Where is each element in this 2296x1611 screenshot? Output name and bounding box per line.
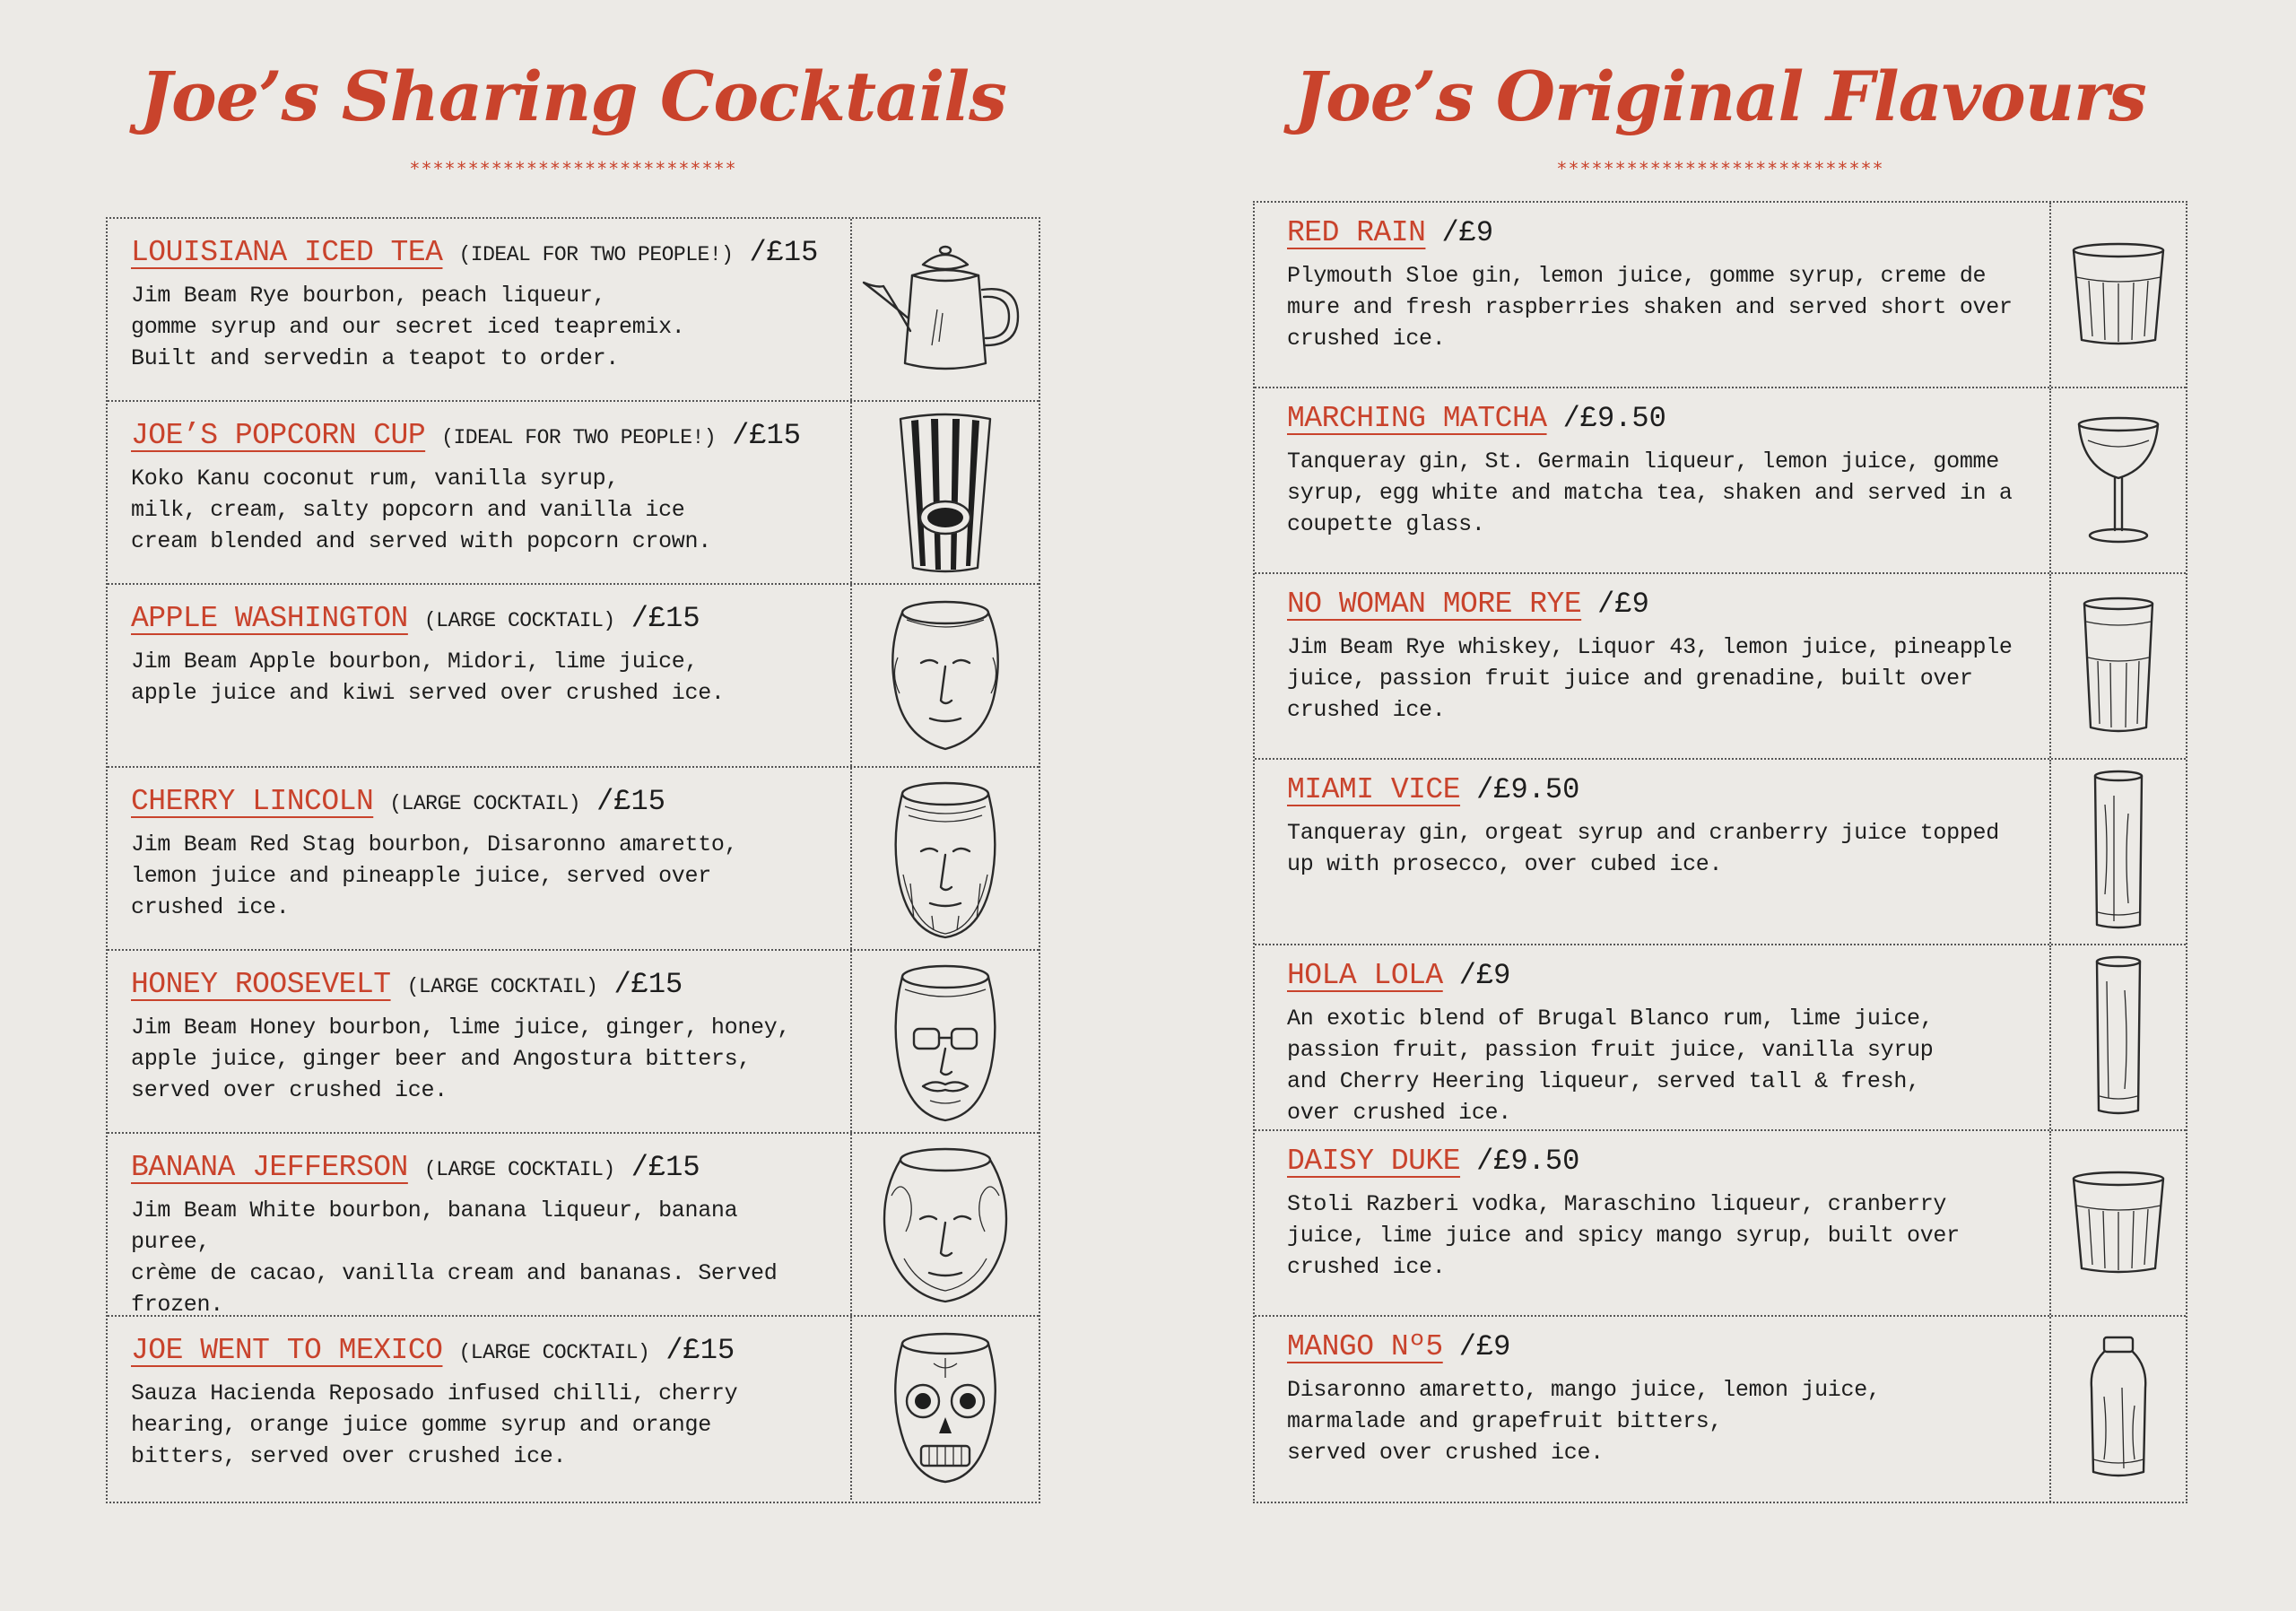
menu-item (108, 585, 1039, 768)
item-description: Tanqueray gin, St. Germain liqueur, lemon juice, gomme syrup, egg white and matcha tea, shaken and served in a coupette glass. (1287, 448, 2013, 537)
tumbler-glass-icon (2069, 241, 2168, 349)
item-name: MIAMI VICE (1287, 773, 1461, 806)
tall-tumbler-icon (2078, 595, 2159, 738)
item-name: MARCHING MATCHA (1287, 402, 1547, 435)
menu-item (108, 951, 1039, 1134)
item-description: Jim Beam Red Stag bourbon, Disaronno amaretto, lemon juice and pineapple juice, served over crushed ice. (131, 831, 738, 920)
item-name: DAISY DUKE (1287, 1145, 1461, 1178)
item-note: (LARGE COCKTAIL) (406, 975, 598, 998)
item-price: /£15 (631, 1151, 700, 1184)
item-name: CHERRY LINCOLN (131, 785, 374, 818)
item-description: Tanqueray gin, orgeat syrup and cranberry juice topped up with prosecco, over cubed ice. (1287, 819, 1999, 877)
menu-item (108, 1134, 1039, 1317)
popcorn-cup-icon (891, 410, 999, 576)
item-price: /£15 (596, 785, 665, 818)
item-description: Koko Kanu coconut rum, vanilla syrup, milk, cream, salty popcorn and vanilla ice cream blended and served with popcorn crown. (131, 465, 711, 554)
item-price: /£15 (613, 968, 683, 1001)
menu-item (1255, 203, 2186, 388)
item-name: JOE’S POPCORN CUP (131, 419, 426, 452)
menu-item (108, 768, 1039, 951)
menu-item (1255, 1317, 2186, 1502)
item-note: (LARGE COCKTAIL) (458, 1341, 650, 1364)
item-name: HOLA LOLA (1287, 959, 1443, 992)
item-description: Sauza Hacienda Reposado infused chilli, cherry hearing, orange juice gomme syrup and orange bitters, served over crushed ice. (131, 1380, 738, 1469)
item-note: (LARGE COCKTAIL) (423, 1158, 615, 1181)
item-description: Jim Beam Honey bourbon, lime juice, ginger, honey, apple juice, ginger beer and Angostura bitters, served over crushed ice. (131, 1014, 791, 1103)
item-note: (IDEAL FOR TWO PEOPLE!) (458, 243, 734, 266)
skull-mug-icon (878, 1328, 1013, 1489)
title-star-divider: **************************** (1556, 158, 1884, 179)
item-price: /£9 (1597, 588, 1649, 621)
item-price: /£9.50 (1476, 1145, 1580, 1178)
tumbler-glass-icon (2069, 1170, 2168, 1277)
item-name: APPLE WASHINGTON (131, 602, 408, 635)
item-description: An exotic blend of Brugal Blanco rum, lime juice, passion fruit, passion fruit juice, vanilla syrup and Cherry Heering liqueur, served tall & fresh, over crushed ice. (1287, 1005, 1934, 1126)
menu-item (1255, 1131, 2186, 1317)
item-price: /£9 (1441, 216, 1494, 249)
item-name: HONEY ROOSEVELT (131, 968, 391, 1001)
item-description: Jim Beam Rye bourbon, peach liqueur, gomme syrup and our secret iced teapremix. Built and servedin a teapot to order. (131, 282, 685, 371)
collins-glass-icon (2087, 954, 2150, 1120)
menu-item (108, 219, 1039, 402)
item-name: NO WOMAN MORE RYE (1287, 588, 1582, 621)
item-price: /£15 (631, 602, 700, 635)
item-description: Jim Beam White bourbon, banana liqueur, banana puree, crème de cacao, vanilla cream and bananas. Served frozen. (131, 1197, 778, 1318)
item-name: BANANA JEFFERSON (131, 1151, 408, 1184)
coupette-glass-icon (2074, 414, 2163, 548)
menu-item (108, 402, 1039, 585)
item-name: LOUISIANA ICED TEA (131, 236, 443, 269)
item-note: (LARGE COCKTAIL) (423, 609, 615, 632)
jefferson-head-mug-icon (874, 1142, 1017, 1308)
jar-glass-icon (2083, 1334, 2154, 1486)
item-description: Plymouth Sloe gin, lemon juice, gomme syrup, creme de mure and fresh raspberries shaken and served short over crushed ice. (1287, 262, 2013, 352)
item-price: /£15 (749, 236, 819, 269)
item-note: (LARGE COCKTAIL) (389, 792, 581, 815)
washington-head-mug-icon (878, 595, 1013, 756)
menu-item (1255, 388, 2186, 574)
item-price: /£9.50 (1562, 402, 1666, 435)
item-name: MANGO Nº5 (1287, 1330, 1443, 1363)
item-price: /£9.50 (1476, 773, 1580, 806)
item-price: /£15 (732, 419, 801, 452)
item-description: Disaronno amaretto, mango juice, lemon juice, marmalade and grapefruit bitters, served over crushed ice. (1287, 1376, 1881, 1466)
item-description: Stoli Razberi vodka, Maraschino liqueur, cranberry juice, lime juice and spicy mango syrup, built over crushed ice. (1287, 1190, 1960, 1280)
title-star-divider: **************************** (409, 158, 737, 179)
menu-item (108, 1317, 1039, 1500)
item-description: Jim Beam Rye whiskey, Liquor 43, lemon juice, pineapple juice, passion fruit juice and grenadine, built over crushed ice. (1287, 633, 2013, 723)
item-description: Jim Beam Apple bourbon, Midori, lime juice, apple juice and kiwi served over crushed ice. (131, 648, 725, 706)
item-price: /£9 (1458, 959, 1511, 992)
menu-item (1255, 945, 2186, 1131)
item-note: (IDEAL FOR TWO PEOPLE!) (441, 426, 717, 449)
menu-item (1255, 574, 2186, 760)
menu-item (1255, 760, 2186, 945)
lincoln-head-mug-icon (878, 776, 1013, 942)
item-name: RED RAIN (1287, 216, 1426, 249)
item-name: JOE WENT TO MEXICO (131, 1334, 443, 1367)
highball-glass-icon (2087, 769, 2150, 935)
original-flavours-list (1253, 201, 2187, 1503)
item-price: /£9 (1458, 1330, 1511, 1363)
teapot-icon (860, 238, 1031, 381)
original-flavours-title: Joe’s Original Flavours (1294, 57, 2146, 136)
sharing-cocktails-list (106, 217, 1040, 1503)
roosevelt-head-mug-icon (878, 959, 1013, 1125)
item-price: /£15 (665, 1334, 735, 1367)
sharing-cocktails-title: Joe’s Sharing Cocktails (140, 57, 1006, 136)
